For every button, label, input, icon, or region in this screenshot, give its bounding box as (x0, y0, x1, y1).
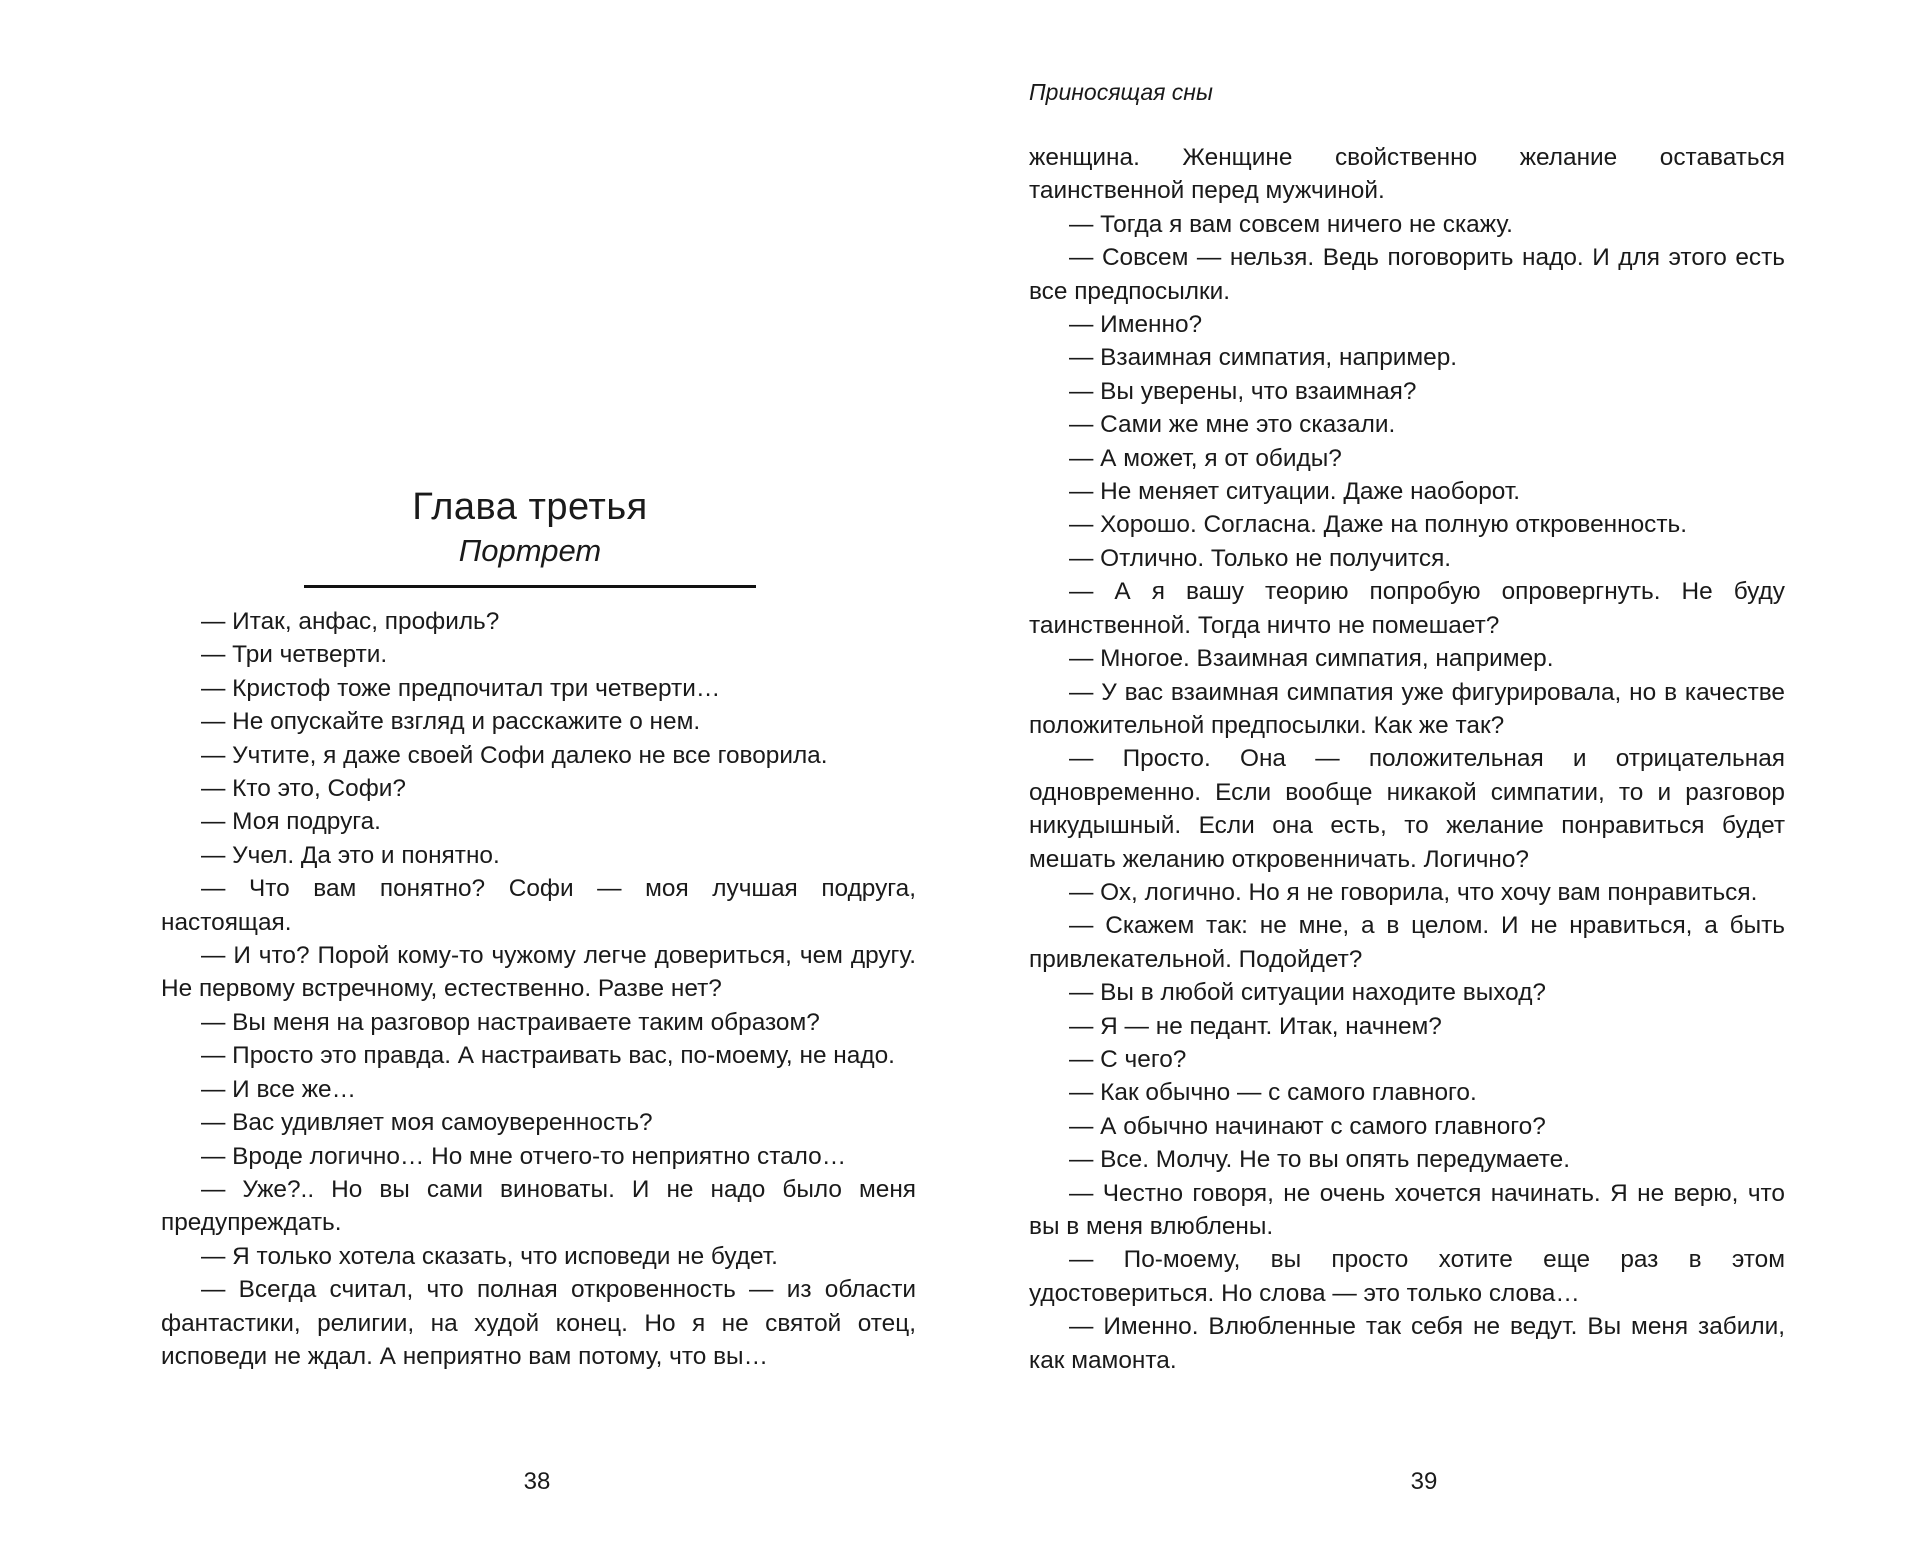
dialogue-paragraph: — А обычно начинают с самого главного? (1069, 1112, 1546, 1140)
left-page (0, 0, 957, 1565)
dialogue-paragraph: — Честно говоря, не очень хочется начинать. Я не верю, что вы в меня влюблены. (1029, 1179, 1785, 1240)
dialogue-paragraph: — Все. Молчу. Не то вы опять передумаете. (1069, 1146, 1571, 1174)
dialogue-paragraph: — Что вам понятно? Софи — моя лучшая подруга, настоящая. (161, 875, 916, 936)
dialogue-paragraph: — По-моему, вы просто хотите еще раз в этом удостовериться. Но слова — это только слова… (1029, 1246, 1785, 1307)
dialogue-paragraph: — Кристоф тоже предпочитал три четверти… (201, 674, 721, 702)
dialogue-paragraph: — Взаимная симпатия, например. (1069, 344, 1458, 372)
dialogue-paragraph: — Именно. Влюбленные так себя не ведут. Вы меня забили, как мамонта. (1029, 1313, 1785, 1374)
dialogue-paragraph: — Вроде логично… Но мне отчего-то неприятно стало… (201, 1142, 847, 1170)
dialogue-paragraph: — Отлично. Только не получится. (1069, 544, 1452, 572)
dialogue-paragraph: — Учел. Да это и понятно. (201, 841, 500, 869)
dialogue-paragraph: — У вас взаимная симпатия уже фигурировала, но в качестве положительной предпосылки. Как же так? (1029, 678, 1785, 739)
dialogue-paragraph: — Скажем так: не мне, а в целом. И не нравиться, а быть привлекательной. Подойдет? (1029, 912, 1785, 973)
dialogue-paragraph: — Именно? (1069, 311, 1203, 339)
dialogue-paragraph: — Уже?.. Но вы сами виноваты. И не надо было меня предупреждать. (161, 1175, 916, 1237)
dialogue-paragraph: — Всегда считал, что полная откровенность — из области фантастики, религии, на худой конец. Но я не святой отец, исповеди не ждал. А неприятно вам потому, что вы… (161, 1276, 916, 1370)
dialogue-paragraph: — Я только хотела сказать, что исповеди не будет. (201, 1242, 778, 1270)
dialogue-paragraph: — Просто это правда. А настраивать вас, по-моему, не надо. (201, 1042, 895, 1070)
dialogue-paragraph: — Тогда я вам совсем ничего не скажу. (1069, 210, 1513, 238)
chapter-divider (304, 585, 756, 588)
dialogue-paragraph: — А я вашу теорию попробую опровергнуть. Не буду таинственной. Тогда ничто не помешает? (1029, 578, 1785, 639)
dialogue-paragraph: — Не опускайте взгляд и расскажите о нем. (201, 708, 701, 736)
chapter-subtitle: Портрет (458, 533, 602, 568)
right-page-body (1029, 141, 1785, 1377)
running-header: Приносящая сны (1029, 79, 1213, 105)
dialogue-paragraph: — Вы уверены, что взаимная? (1069, 377, 1417, 405)
dialogue-paragraph: — Совсем — нельзя. Ведь поговорить надо. И для этого есть все предпосылки. (1029, 244, 1785, 305)
dialogue-paragraph: — И все же… (201, 1075, 356, 1103)
dialogue-paragraph: — Хорошо. Согласна. Даже на полную откровенность. (1069, 511, 1688, 539)
dialogue-paragraph: — Учтите, я даже своей Софи далеко не все говорила. (201, 741, 828, 769)
dialogue-paragraph: — С чего? (1069, 1045, 1187, 1073)
page-number-left: 38 (523, 1468, 551, 1495)
page-number-right: 39 (1410, 1468, 1438, 1495)
dialogue-paragraph: — Я — не педант. Итак, начнем? (1069, 1012, 1442, 1040)
continued-paragraph: женщина. Женщине свойственно желание оставаться таинственной перед мужчиной. (1029, 144, 1785, 205)
dialogue-paragraph: — Сами же мне это сказали. (1069, 411, 1396, 439)
dialogue-paragraph: — Моя подруга. (201, 808, 381, 836)
dialogue-paragraph: — Итак, анфас, профиль? (201, 608, 500, 635)
dialogue-paragraph: — Вы в любой ситуации находите выход? (1069, 979, 1546, 1007)
dialogue-paragraph: — И что? Порой кому-то чужому легче довериться, чем другу. Не первому встречному, естественно. Разве нет? (161, 942, 916, 1003)
dialogue-paragraph: — Вы меня на разговор настраиваете таким образом? (201, 1008, 820, 1036)
left-page-body (161, 605, 916, 1373)
right-page (957, 0, 1915, 1565)
dialogue-paragraph: — Ох, логично. Но я не говорила, что хочу вам понравиться. (1069, 878, 1758, 906)
dialogue-paragraph: — Как обычно — с самого главного. (1069, 1079, 1477, 1107)
chapter-title: Глава третья (412, 486, 648, 528)
dialogue-paragraph: — А может, я от обиды? (1069, 444, 1342, 472)
dialogue-paragraph: — Вас удивляет моя самоуверенность? (201, 1109, 653, 1137)
dialogue-paragraph: — Просто. Она — положительная и отрицательная одновременно. Если вообще никакой симпатии, то и разговор никудышный. Если она есть, то желание понравиться будет мешать желанию откровенничать. Логично? (1029, 745, 1785, 873)
chapter-heading (300, 485, 760, 588)
dialogue-paragraph: — Многое. Взаимная симпатия, например. (1069, 645, 1554, 673)
dialogue-paragraph: — Не меняет ситуации. Даже наоборот. (1069, 478, 1521, 506)
dialogue-paragraph: — Три четверти. (201, 641, 388, 669)
dialogue-paragraph: — Кто это, Софи? (201, 775, 406, 803)
